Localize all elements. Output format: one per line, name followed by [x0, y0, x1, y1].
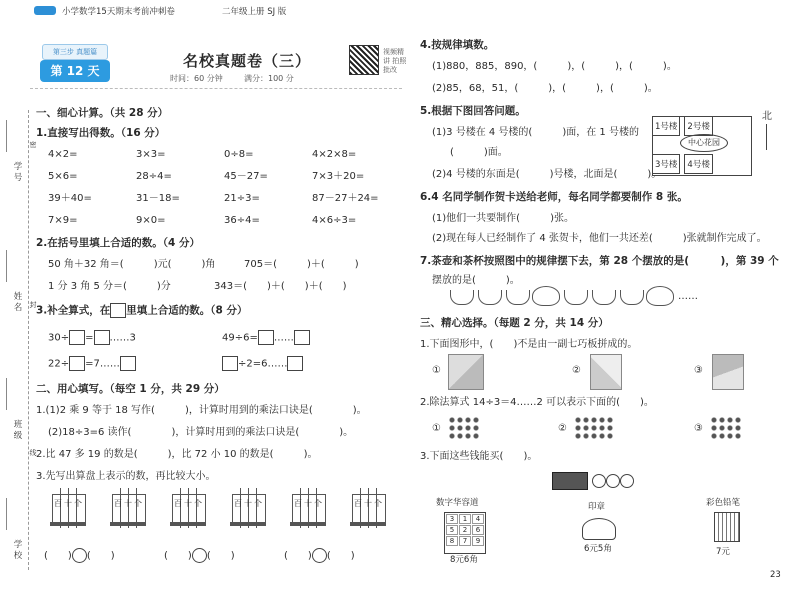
- tangram-options: [432, 352, 762, 392]
- margin-label-school: 学校: [13, 540, 23, 561]
- cut-mark-2: 封: [29, 301, 37, 309]
- q1-title: 1.直接写出得数。（16 分）: [36, 127, 166, 139]
- teapot-icon: [646, 286, 674, 306]
- answer-box[interactable]: [120, 356, 136, 371]
- binding-margin: [0, 0, 37, 591]
- cup-icon: [450, 290, 474, 305]
- abacus-icon: 百十个: [52, 488, 86, 536]
- calc-cell: 5×6=: [48, 171, 78, 182]
- dot-group-1-icon: [448, 416, 480, 440]
- calc-cell: 87－27＋24=: [312, 193, 379, 204]
- tangram-figure-2-icon: [590, 354, 622, 390]
- q2-line-1b[interactable]: 705＝( )＋( ): [244, 259, 359, 270]
- q3-eq-4: ÷2=6……: [222, 356, 303, 372]
- option-3[interactable]: ③: [694, 365, 703, 376]
- tangram-figure-3-icon: [712, 354, 744, 390]
- compare-blanks-1[interactable]: ( ) ( ): [44, 548, 115, 564]
- fill-1b[interactable]: (2)18÷3=6 读作( )，计算时用到的乘法口诀是( )。: [48, 427, 354, 438]
- q5-title: 5.根据下图回答问题。: [420, 105, 526, 117]
- puzzle-icon: 3 1 4 5 2 6 8 7 9: [444, 512, 486, 554]
- q7-line-2[interactable]: 摆放的是( )。: [432, 275, 520, 286]
- margin-label-id: 学号: [13, 162, 23, 183]
- building-3: 3号楼: [653, 155, 680, 174]
- q5-b[interactable]: (2)4 号楼的东面是( )号楼，北面是( )。: [432, 169, 662, 180]
- q3-title: 3.补全算式，在 里填上合适的数。（8 分）: [36, 304, 248, 317]
- margin-label-class: 班级: [13, 420, 23, 441]
- calc-cell: 9×0=: [136, 215, 166, 226]
- compare-circle[interactable]: [72, 548, 87, 563]
- calc-cell: 28÷4=: [136, 171, 172, 182]
- answer-box[interactable]: [69, 356, 85, 371]
- answer-box-sample: [110, 303, 126, 318]
- answer-box[interactable]: [94, 330, 110, 345]
- compare-blanks-3[interactable]: ( ) ( ): [284, 548, 355, 564]
- qr-caption: 视频精讲 拍照批改: [383, 48, 407, 74]
- calc-cell: 36÷4=: [224, 215, 260, 226]
- q2-line-1a[interactable]: 50 角＋32 角＝( )元( )角: [48, 259, 216, 270]
- q6-title: 6.4 名同学制作贺卡送给老师，每名同学都要制作 8 张。: [420, 191, 688, 203]
- page-title: 名校真题卷（三）: [183, 52, 312, 70]
- calc-cell: 21÷3=: [224, 193, 260, 204]
- north-arrow-icon: [766, 124, 767, 150]
- choice-3[interactable]: 3.下面这些钱能买( )。: [420, 451, 538, 462]
- item-name-3: 彩色铅笔: [706, 498, 741, 508]
- q4-b[interactable]: (2)85，68，51，( )，( )，( )。: [432, 83, 658, 94]
- q4-title: 4.按规律填数。: [420, 39, 495, 51]
- dot-group-2-icon: [574, 416, 614, 440]
- building-2: 2号楼: [685, 117, 712, 136]
- answer-box[interactable]: [287, 356, 303, 371]
- abacus-icon: 百十个: [172, 488, 206, 536]
- abacus-row: [40, 488, 400, 568]
- q6-a[interactable]: (1)他们一共要制作( )张。: [432, 213, 574, 224]
- header-bar: [0, 0, 800, 22]
- answer-box[interactable]: [294, 330, 310, 345]
- qr-code-icon[interactable]: [349, 45, 379, 75]
- choice-1[interactable]: 1.下面图形中，( )不是由一副七巧板拼成的。: [420, 339, 638, 350]
- abacus-icon: 百十个: [232, 488, 266, 536]
- item-price-3: 7元: [716, 547, 730, 557]
- coin-icon: [606, 474, 620, 488]
- option-1[interactable]: ①: [432, 365, 441, 376]
- choice-2[interactable]: 2.除法算式 14÷3＝4……2 可以表示下面的( )。: [420, 397, 654, 408]
- cut-mark-1: 密: [29, 141, 37, 149]
- calc-cell: 7×9=: [48, 215, 78, 226]
- q3-eq-2: 49÷6= ……: [222, 330, 310, 346]
- compare-circle[interactable]: [312, 548, 327, 563]
- book-title: 小学数学15天期末考前冲刺卷: [62, 7, 175, 17]
- q3-eq-3: 22÷ =7……: [48, 356, 136, 372]
- teapot-icon: [532, 286, 560, 306]
- cup-icon: [592, 290, 616, 305]
- answer-box[interactable]: [258, 330, 274, 345]
- abacus-icon: 百十个: [352, 488, 386, 536]
- day-badge: 第 12 天: [40, 60, 110, 82]
- fill-1a[interactable]: 1.(1)2 乘 9 等于 18 写作( )，计算时用到的乘法口诀是( )。: [36, 405, 367, 416]
- q5-a2[interactable]: ( )面。: [450, 147, 508, 158]
- section-3-title: 三、精心选择。（每题 2 分，共 14 分）: [420, 317, 609, 329]
- full-score: 满分：100 分: [244, 74, 294, 83]
- teapot-cup-row: [432, 286, 762, 314]
- section-1-title: 一、细心计算。（共 28 分）: [36, 107, 169, 119]
- cup-icon: [564, 290, 588, 305]
- option-2[interactable]: ②: [572, 365, 581, 376]
- tangram-figure-1-icon: [448, 354, 484, 390]
- division-options: ① ② ③: [432, 412, 762, 444]
- cut-line: [28, 110, 29, 570]
- margin-label-name: 姓名: [13, 292, 23, 313]
- fill-3: 3.先写出算盘上表示的数，再比较大小。: [36, 471, 216, 482]
- abacus-icon: 百十个: [292, 488, 326, 536]
- compare-blanks-2[interactable]: ( ) ( ): [164, 548, 235, 564]
- coin-icon: [620, 474, 634, 488]
- dot-group-3-icon: [710, 416, 742, 440]
- q3-eq-1: 30÷ = ……3: [48, 330, 136, 346]
- cup-icon: [620, 290, 644, 305]
- fill-2[interactable]: 2.比 47 多 19 的数是( )，比 72 小 10 的数是( )。: [36, 449, 318, 460]
- calc-cell: 39＋40=: [48, 193, 92, 204]
- cup-icon: [478, 290, 502, 305]
- answer-box[interactable]: [69, 330, 85, 345]
- brand-logo: [34, 6, 56, 15]
- building-4: 4号楼: [685, 155, 712, 174]
- calc-cell: 45－27=: [224, 171, 268, 182]
- q2-line-2a[interactable]: 1 分 3 角 5 分＝( )分: [48, 281, 171, 292]
- page-number: 23: [770, 570, 781, 580]
- stamp-icon: [582, 518, 616, 540]
- cut-mark-3: 线: [29, 449, 37, 457]
- q6-b[interactable]: (2)现在每人已经制作了 4 张贺卡，他们一共还差( )张就制作完成了。: [432, 233, 767, 244]
- ellipsis: ……: [678, 291, 698, 302]
- item-name-1: 数字华容道: [436, 498, 479, 508]
- item-price-1: 8元6角: [450, 555, 478, 565]
- time-limit: 时间：60 分钟: [170, 74, 223, 83]
- calc-cell: 4×2=: [48, 149, 78, 160]
- north-label: 北: [762, 111, 772, 122]
- central-garden: 中心花园: [680, 134, 728, 152]
- compare-circle[interactable]: [192, 548, 207, 563]
- answer-box[interactable]: [222, 356, 238, 371]
- calc-cell: 7×3＋20=: [312, 171, 365, 182]
- calc-cell: 3×3=: [136, 149, 166, 160]
- banknote-icon: [552, 472, 588, 490]
- abacus-icon: 百十个: [112, 488, 146, 536]
- q2-line-2b[interactable]: 343＝( )＋( )＋( ): [214, 281, 347, 292]
- step-badge: 第三步 真题篇: [42, 44, 108, 60]
- cup-icon: [506, 290, 530, 305]
- pencil-box-icon: [714, 512, 740, 542]
- calc-cell: 31－18=: [136, 193, 180, 204]
- building-1: 1号楼: [653, 117, 680, 136]
- calc-cell: 4×2×8=: [312, 149, 357, 160]
- q5-a1[interactable]: (1)3 号楼在 4 号楼的( )面，在 1 号楼的: [432, 127, 639, 138]
- calc-cell: 0÷8=: [224, 149, 254, 160]
- calc-cell: 4×6÷3=: [312, 215, 357, 226]
- item-price-2: 6元5角: [584, 544, 612, 554]
- q7-line-1[interactable]: 7.茶壶和茶杯按照图中的规律摆下去，第 28 个摆放的是( )，第 39 个: [420, 255, 779, 267]
- q2-title: 2.在括号里填上合适的数。（4 分）: [36, 237, 201, 249]
- money-image: [552, 472, 642, 492]
- q4-a[interactable]: (1)880，885，890，( )，( )，( )。: [432, 61, 677, 72]
- coin-icon: [592, 474, 606, 488]
- grade-label: 二年级上册 SJ 版: [222, 7, 287, 17]
- item-name-2: 印章: [588, 502, 606, 512]
- section-2-title: 二、用心填写。（每空 1 分，共 29 分）: [36, 383, 225, 395]
